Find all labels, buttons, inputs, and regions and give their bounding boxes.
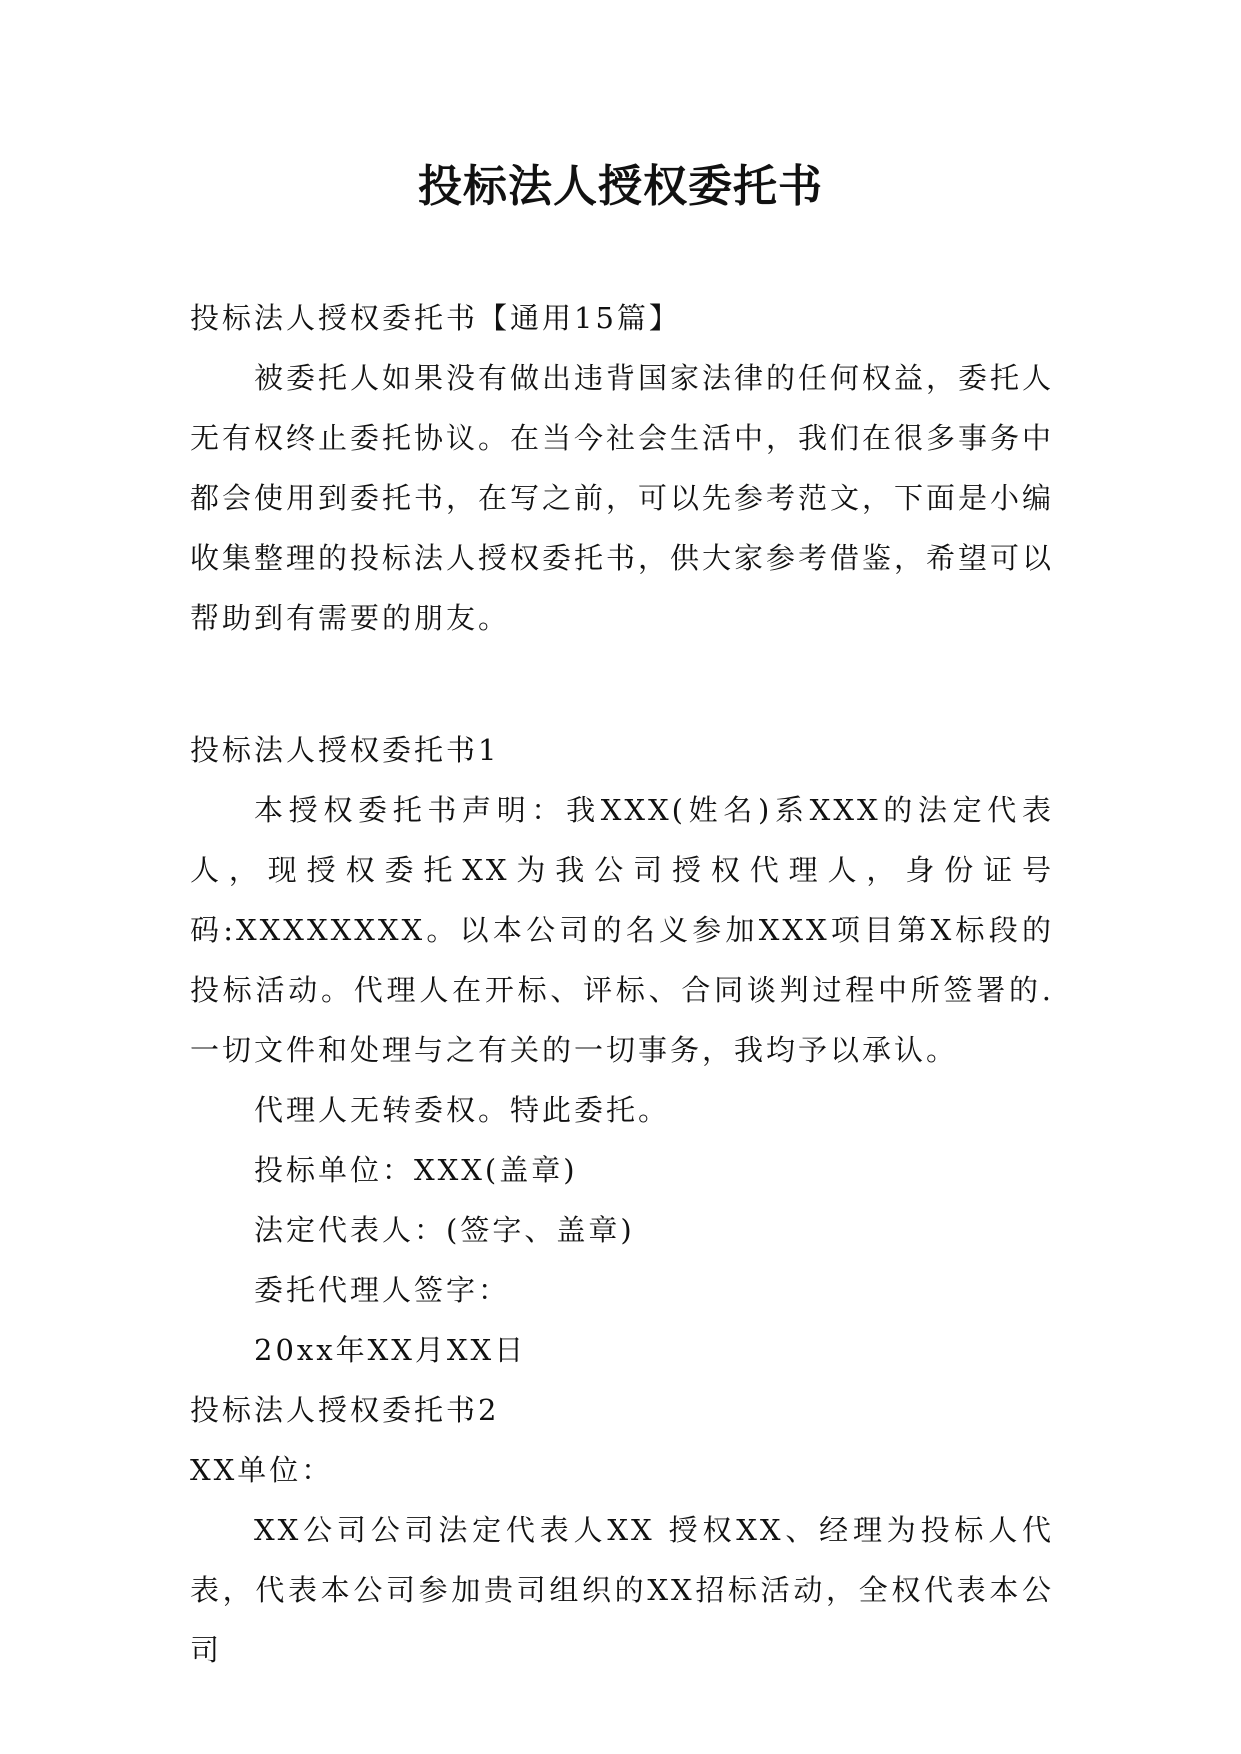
section2-paragraph: XX公司公司法定代表人XX 授权XX、经理为投标人代表，代表本公司参加贵司组织的XX招标活动，全权代表本公司 — [190, 1513, 1054, 1667]
section1-paragraph: 本授权委托书声明：我XXX(姓名)系XXX的法定代表人，现授权委托XX为我公司授权代理人，身份证号码:XXXXXXXX。以本公司的名义参加XXX项目第X标段的投标活动。代理人在开标、评标、合同谈判过程中所签署的.一切文件和处理与之有关的一切事务，我均予以承认。 — [190, 793, 1054, 1067]
section-spacer — [190, 648, 1054, 720]
document-subtitle: 投标法人授权委托书【通用15篇】 — [190, 301, 681, 335]
document-body — [190, 288, 1054, 1680]
section2-addressee: XX单位： — [190, 1453, 334, 1487]
section2-heading: 投标法人授权委托书2 — [190, 1393, 500, 1427]
section1-legal-rep-line: 法定代表人：(签字、盖章) — [254, 1213, 635, 1247]
section1-heading: 投标法人授权委托书1 — [190, 733, 500, 767]
section1-date-line: 20xx年XX月XX日 — [254, 1333, 527, 1367]
section1-agent-sign-line: 委托代理人签字： — [254, 1273, 511, 1307]
intro-paragraph: 被委托人如果没有做出违背国家法律的任何权益，委托人无有权终止委托协议。在当今社会生活中，我们在很多事务中都会使用到委托书，在写之前，可以先参考范文，下面是小编收集整理的投标法人授权委托书，供大家参考借鉴，希望可以帮助到有需要的朋友。 — [190, 361, 1055, 635]
document-title: 投标法人授权委托书 — [418, 161, 823, 212]
section1-no-transfer-line: 代理人无转委权。特此委托。 — [254, 1093, 671, 1127]
section1-bidder-line: 投标单位：XXX(盖章) — [254, 1153, 578, 1187]
